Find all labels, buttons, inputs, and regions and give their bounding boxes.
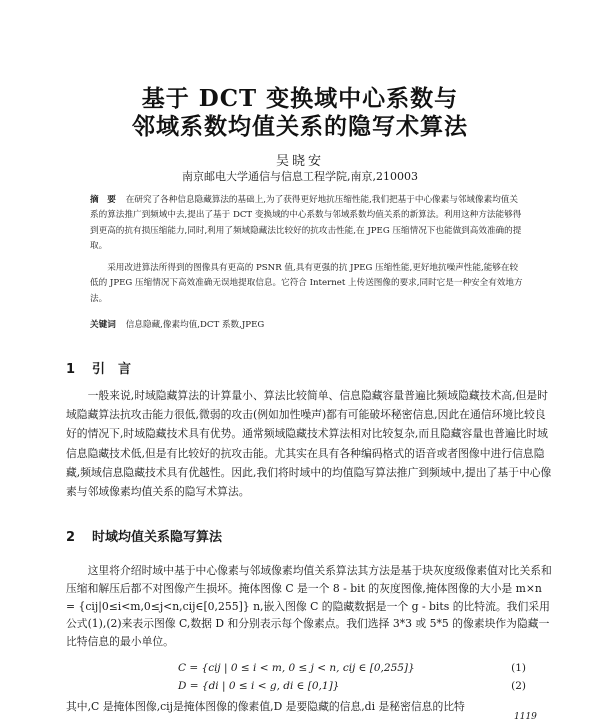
equation-2-number: (2) [511,680,526,692]
keywords-text: 信息隐藏,像素均值,DCT 系数,JPEG [125,320,265,330]
keywords-label: 关键词 [90,320,116,330]
paper-title-line-1: 基于 DCT 变换域中心系数与 [141,85,459,112]
abstract-label: 摘 要 [90,195,116,205]
keywords-line [90,318,526,330]
section-1-paragraph: 一般来说,时域隐藏算法的计算量小、算法比较简单、信息隐藏容量普遍比频域隐藏技术高,但是时域隐藏算法抗攻击能力很低,微弱的攻击(例如加性噪声)都有可能破坏秘密信息,因此在通信环境比较良好的情况下,时域隐藏技术具有优势。通常频域隐藏技术算法相对比较复杂,而且隐藏容量也普遍比时域信息隐藏技术低,但是有比较好的抗攻击能。尤其实在具有各种编码格式的语音或者图像中进行信息隐藏,频域信息隐藏技术具有优越性。因此,我们将时域中的均值隐写算法推广到频域中,提出了基于中心像素与邻域像素均值关系的隐写术算法。 [66,389,552,499]
section-1-number: 1 [66,362,76,377]
section-2-heading [66,526,222,545]
equation-1 [178,662,538,674]
section-2-title: 时域均值关系隐写算法 [92,530,223,545]
author-name: 吴晓安 [275,154,324,169]
equation-1-body: C = {cij | 0 ≤ i < m, 0 ≤ j < n, cij ∈ [0,255]} [178,662,415,674]
section-1-title: 引 言 [92,362,132,377]
equation-1-number: (1) [511,662,526,674]
page-number: 1119 [514,712,537,722]
abstract-paragraph-2: 采用改进算法所得到的图像具有更高的 PSNR 值,具有更强的抗 JPEG 压缩性能,更好地抗噪声性能,能够在较低的 JPEG 压缩情况下高效准确无误地提取信息。它符合 Internet 上传送图像的要求,同时它是一种安全有效地方法。 [90,263,523,304]
abstract-paragraph-1 [90,193,526,254]
equation-2-body: D = {di | 0 ≤ i < g, di ∈ [0,1]} [178,680,340,692]
section-1-heading [66,358,131,377]
author-affiliation: 南京邮电大学通信与信息工程学院,南京,210003 [182,170,418,183]
abstract-text-1: 在研究了各种信息隐藏算法的基础上,为了获得更好地抗压缩性能,我们把基于中心像素与邻域像素均值关系的算法推广到频域中去,提出了基于 DCT 变换域的中心系数与邻域系数均值关系的新算法。利用这种方法能够得到更高的抗有损压缩能力,同时,利用了频域隐藏法比较好的抗攻击性能,在 JPEG 压缩情况下也能做到高效准确的提取。 [90,195,522,251]
section-2-continuation: 其中,C 是掩体图像,cij是掩体图像的像素值,D 是要隐藏的信息,di 是秘密信息的比特 [66,700,465,713]
section-2-number: 2 [66,530,76,545]
section-2-paragraph: 这里将介绍时域中基于中心像素与邻域像素均值关系算法其方法是基于块灰度级像素值对比关系和压缩和解压后都不对图像产生损坏。掩体图像 C 是一个 8 - bit 的灰度图像,掩体图像的大小是 m×n = {cij|0≤i<m,0≤j<n,cij∈[0,255]} n,嵌入图像 C 的隐藏数据是一个 g - bits 的比特流。我们采用公式(1),(2)来表示图像 C,数据 D 和分别表示每个像素点。我们选择 3*3 或 5*5 的像素块作为隐藏一比特信息的最小单位。 [66,564,552,649]
paper-title-line-2: 邻域系数均值关系的隐写术算法 [132,113,468,140]
equation-2 [178,680,538,692]
